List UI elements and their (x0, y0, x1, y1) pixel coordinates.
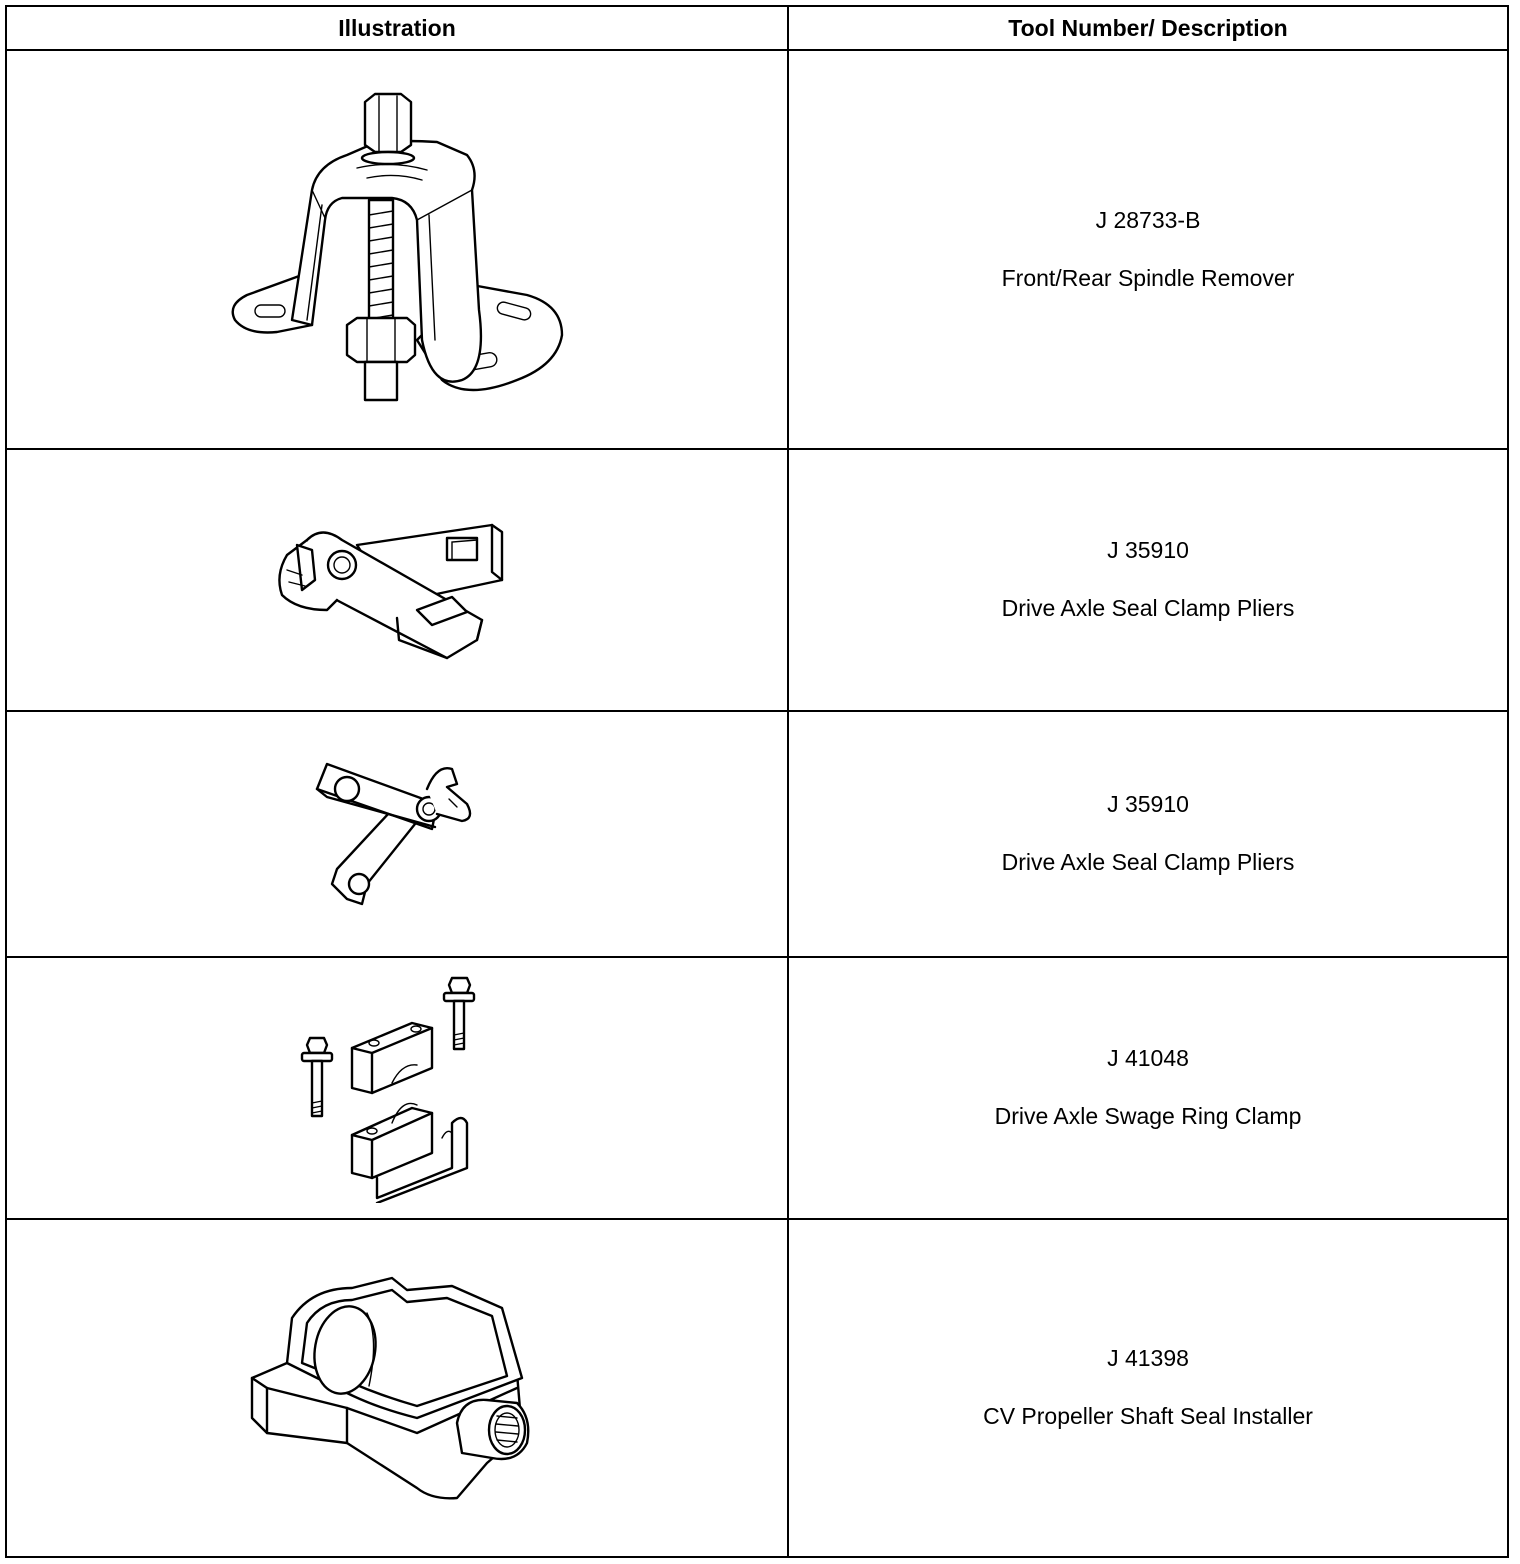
description-cell (788, 50, 1508, 449)
tool-description: Drive Axle Seal Clamp Pliers (1001, 595, 1295, 621)
header-tool-description: Tool Number/ Description (788, 6, 1508, 50)
spindle-remover-icon (217, 80, 577, 420)
tool-description: Drive Axle Swage Ring Clamp (994, 1103, 1302, 1129)
illustration-cell (6, 711, 788, 957)
header-row (6, 6, 1508, 50)
swage-ring-clamp-icon (292, 973, 502, 1203)
tool-description: CV Propeller Shaft Seal Installer (983, 1403, 1313, 1429)
tool-number: J 35910 (1107, 537, 1189, 564)
seal-clamp-pliers-icon (267, 500, 527, 660)
illustration-cell (6, 1219, 788, 1557)
tool-description: Front/Rear Spindle Remover (1001, 264, 1295, 291)
seal-installer-icon (247, 1268, 547, 1508)
description-cell (788, 449, 1508, 711)
illustration-cell (6, 50, 788, 449)
seal-clamp-pliers-alt-icon (307, 759, 487, 909)
description-cell (788, 1219, 1508, 1557)
tool-number: J 41048 (1107, 1045, 1189, 1072)
header-illustration: Illustration (6, 6, 788, 50)
illustration-cell (6, 957, 788, 1219)
tool-number: J 41398 (1107, 1345, 1189, 1372)
table-row (6, 449, 1508, 711)
table-row (6, 957, 1508, 1219)
illustration-cell (6, 449, 788, 711)
special-tools-table (5, 5, 1509, 1558)
description-cell (788, 957, 1508, 1219)
description-cell (788, 711, 1508, 957)
table-row (6, 50, 1508, 449)
table-row (6, 711, 1508, 957)
tool-number: J 28733-B (1095, 206, 1201, 233)
table-row (6, 1219, 1508, 1557)
tool-description: Drive Axle Seal Clamp Pliers (1001, 849, 1295, 875)
tool-number: J 35910 (1107, 791, 1189, 818)
